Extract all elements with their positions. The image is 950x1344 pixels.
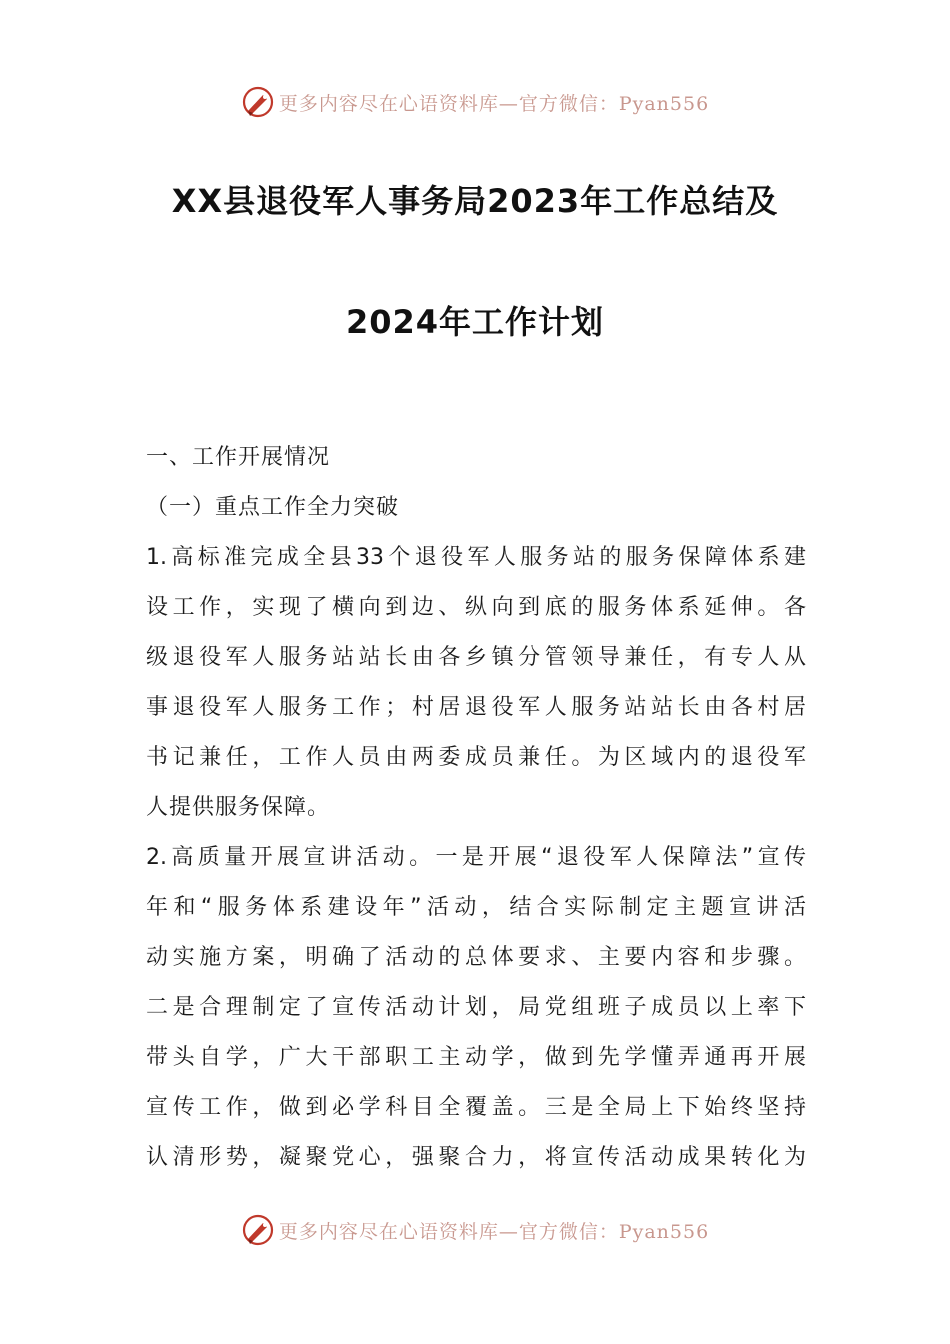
pen-logo-icon — [241, 1213, 275, 1247]
document-title-line-2: 2024年工作计划 — [345, 303, 605, 341]
subsection-heading: （一）重点工作全力突破 — [146, 495, 400, 520]
paragraph-line: 2.高质量开展宣讲活动。一是开展“退役军人保障法”宣传 — [146, 845, 806, 870]
paragraph-line: 动实施方案，明确了活动的总体要求、主要内容和步骤。 — [146, 945, 806, 970]
pen-logo-icon — [241, 85, 275, 119]
watermark-banner-top — [0, 82, 950, 122]
paragraph-line: 二是合理制定了宣传活动计划，局党组班子成员以上率下 — [146, 995, 806, 1020]
paragraph-line: 宣传工作，做到必学科目全覆盖。三是全局上下始终坚持 — [146, 1095, 806, 1120]
paragraph-line: 年和“服务体系建设年”活动，结合实际制定主题宣讲活 — [146, 895, 806, 920]
document-title-line-1: XX县退役军人事务局2023年工作总结及 — [171, 182, 779, 220]
paragraph-line: 人提供服务保障。 — [146, 795, 331, 820]
document-body — [146, 433, 806, 1183]
paragraph-line: 带头自学，广大干部职工主动学，做到先学懂弄通再开展 — [146, 1045, 806, 1070]
paragraph-line: 书记兼任，工作人员由两委成员兼任。为区域内的退役军 — [146, 745, 806, 770]
section-heading: 一、工作开展情况 — [146, 445, 331, 470]
paragraph-line: 事退役军人服务工作；村居退役军人服务站站长由各村居 — [146, 695, 806, 720]
paragraph-line: 认清形势，凝聚党心，强聚合力，将宣传活动成果转化为 — [146, 1145, 806, 1170]
watermark-banner-bottom — [0, 1210, 950, 1250]
paragraph-line: 1.高标准完成全县33个退役军人服务站的服务保障体系建 — [146, 545, 806, 570]
watermark-text: 更多内容尽在心语资料库—官方微信：Pyan556 — [278, 92, 710, 115]
paragraph-line: 设工作，实现了横向到边、纵向到底的服务体系延伸。各 — [146, 595, 806, 620]
paragraph-line: 级退役军人服务站站长由各乡镇分管领导兼任，有专人从 — [146, 645, 806, 670]
watermark-text: 更多内容尽在心语资料库—官方微信：Pyan556 — [278, 1220, 710, 1243]
